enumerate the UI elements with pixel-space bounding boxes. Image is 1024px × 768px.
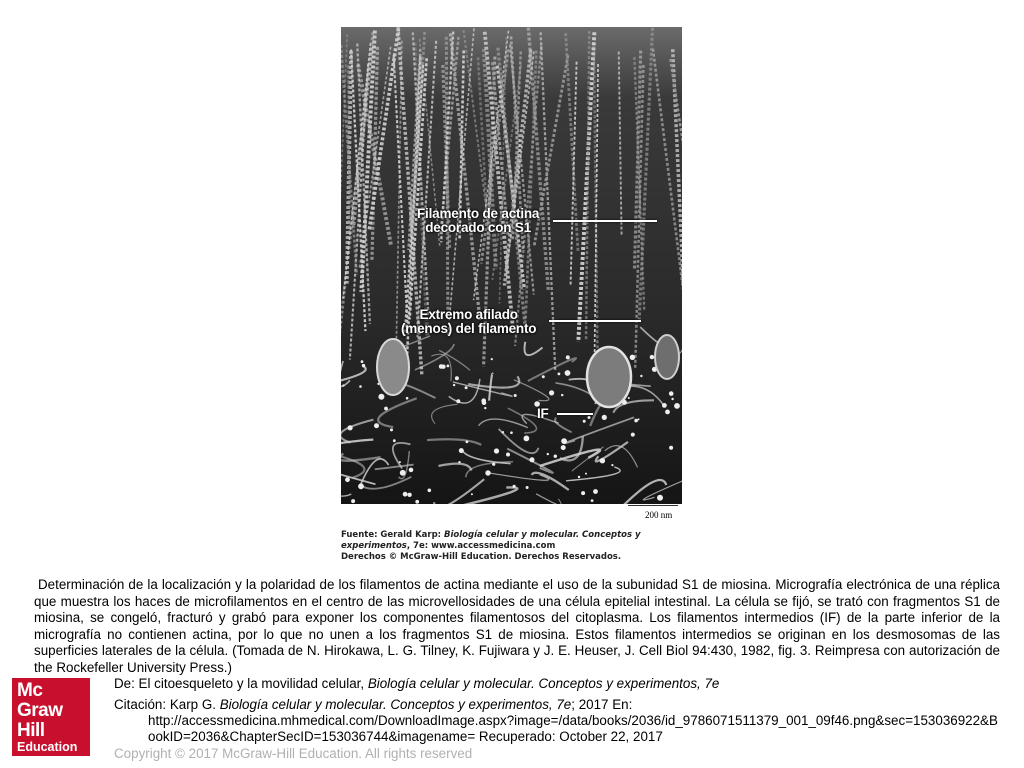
- granule: [403, 492, 408, 497]
- actin-filament-label: Filamento de actina decorado con S1: [417, 206, 540, 235]
- granule: [407, 493, 411, 497]
- granule: [378, 394, 384, 400]
- granule: [630, 355, 635, 360]
- granule: [611, 464, 613, 466]
- granule: [399, 461, 401, 463]
- figure-source-credit: Fuente: Gerald Karp: Biología celular y molecular. Conceptos y experimentos, 7e: www.accessmedicina.com Derechos © McGraw-Hill Education. Derechos Reservados.: [341, 530, 641, 562]
- granule: [657, 495, 663, 501]
- vesicle-right: [587, 347, 631, 407]
- granule: [591, 499, 594, 502]
- granule: [455, 376, 459, 380]
- granule: [345, 477, 350, 482]
- vesicle-far-right: [655, 335, 679, 379]
- granule: [593, 489, 598, 494]
- granule: [494, 448, 499, 453]
- granule: [348, 425, 353, 430]
- granule: [674, 403, 680, 409]
- granule: [361, 360, 364, 363]
- granule: [561, 394, 563, 396]
- granule: [374, 423, 379, 428]
- granule: [439, 364, 444, 369]
- granule: [415, 500, 419, 504]
- granule: [547, 453, 549, 455]
- granule: [513, 485, 516, 488]
- scale-label: 200 nm: [645, 510, 673, 520]
- granule: [600, 458, 605, 463]
- scale-bar: [628, 505, 678, 506]
- granule: [558, 373, 561, 376]
- granule: [561, 445, 566, 450]
- granule: [471, 493, 473, 495]
- granule: [566, 355, 570, 359]
- granule: [510, 431, 513, 434]
- granule: [549, 390, 554, 395]
- granule: [390, 428, 393, 431]
- granule: [362, 364, 365, 367]
- granule: [453, 384, 455, 386]
- granule: [554, 455, 557, 458]
- actin-pointer-line: [553, 220, 657, 222]
- granule: [640, 375, 642, 377]
- granule: [581, 491, 585, 495]
- if-label: IF: [537, 406, 549, 421]
- pointed-end-label: Extremo afilado (menos) del filamento: [401, 307, 537, 336]
- granule: [602, 415, 607, 420]
- granule: [465, 386, 468, 389]
- granule: [466, 440, 469, 443]
- granule: [524, 436, 530, 442]
- granule: [359, 385, 362, 388]
- granule: [502, 431, 504, 433]
- granule: [506, 453, 510, 457]
- granule: [561, 438, 567, 444]
- granule: [482, 400, 487, 405]
- copyright-notice: Copyright © 2017 McGraw-Hill Education. All rights reserved: [114, 746, 473, 761]
- granule: [650, 355, 654, 359]
- source-chapter-line: De: El citoesqueleto y la movilidad celular, Biología celular y molecular. Conceptos y experimentos, 7e: [114, 676, 720, 691]
- granule: [671, 398, 673, 400]
- granule: [565, 370, 571, 376]
- vesicle-left: [377, 339, 409, 395]
- pointed-end-pointer-line: [549, 320, 641, 322]
- granule: [428, 489, 432, 493]
- mcgraw-hill-logo: Mc Graw Hill Education: [12, 678, 90, 756]
- granule: [665, 410, 670, 415]
- granule: [585, 473, 587, 475]
- granule: [484, 407, 486, 409]
- granule: [631, 433, 635, 437]
- granule: [669, 391, 674, 396]
- granule: [588, 416, 591, 419]
- granule: [530, 457, 535, 462]
- granule: [384, 407, 388, 411]
- granule: [409, 468, 414, 473]
- electron-micrograph: [341, 27, 682, 504]
- granule: [492, 463, 495, 466]
- granule: [491, 358, 493, 360]
- granule: [393, 439, 396, 442]
- citation-block: Citación: Karp G. Biología celular y molecular. Conceptos y experimentos, 7e; 2017 En: http://accessmedicina.mhmedical.com/DownloadImage.aspx?image=/data/books/2036/id_9786071511379_001_09f46.png&sec=153036922&BookID=2036&ChapterSecID=153036744&imagename= Recuperado: October 22, 2017: [114, 697, 1004, 745]
- granule: [406, 397, 409, 400]
- granule: [628, 397, 630, 399]
- granule: [456, 399, 460, 403]
- granule: [669, 446, 673, 450]
- granule: [542, 375, 545, 378]
- granule: [526, 486, 529, 489]
- granule: [351, 499, 355, 503]
- granule: [662, 403, 667, 408]
- granule: [578, 476, 580, 478]
- if-pointer-line: [557, 413, 593, 415]
- granule: [447, 365, 450, 368]
- granule: [342, 384, 344, 386]
- granule: [485, 470, 490, 475]
- granule: [358, 483, 364, 489]
- granule: [400, 470, 406, 476]
- granule: [514, 394, 517, 397]
- figure-description: Determinación de la localización y la polaridad de los filamentos de actina mediante el uso de la subunidad S1 de miosina. Micrografía electrónica de una réplica que muestra los haces de microfilamentos en el centro de las microvellosidades de una célula epitelial intestinal. La célula se fijó, se trató con fragmentos S1 de miosina, se congeló, fracturó y grabó para exponer los componentes filamentosos del citoplasma. Los filamentos intermedios (IF) de la parte inferior de la micrografía no contienen actina, por lo que no unen a los fragmentos S1 de miosina. Estos filamentos intermedios se originan en los desmosomas de las superficies laterales de la célula. (Tomada de N. Hirokawa, L. G. Tilney, K. Fujiwara y J. E. Heuser, J. Cell Biol 94:430, 1982, fig. 3. Reimpresa con autorización de the Rockefeller University Press.): [34, 577, 1000, 675]
- micrograph-texture: [341, 27, 682, 504]
- citation-url[interactable]: http://accessmedicina.mhmedical.com/DownloadImage.aspx?image=/data/books/2036/id_9786071511379_001_09f46.png&sec=153036922&BookID=2036&ChapterSecID=153036744&imagename= Recuperado: October 22, 2017: [148, 713, 998, 744]
- granule: [634, 419, 638, 423]
- granule: [459, 448, 464, 453]
- granule: [458, 461, 460, 463]
- granule: [583, 420, 586, 423]
